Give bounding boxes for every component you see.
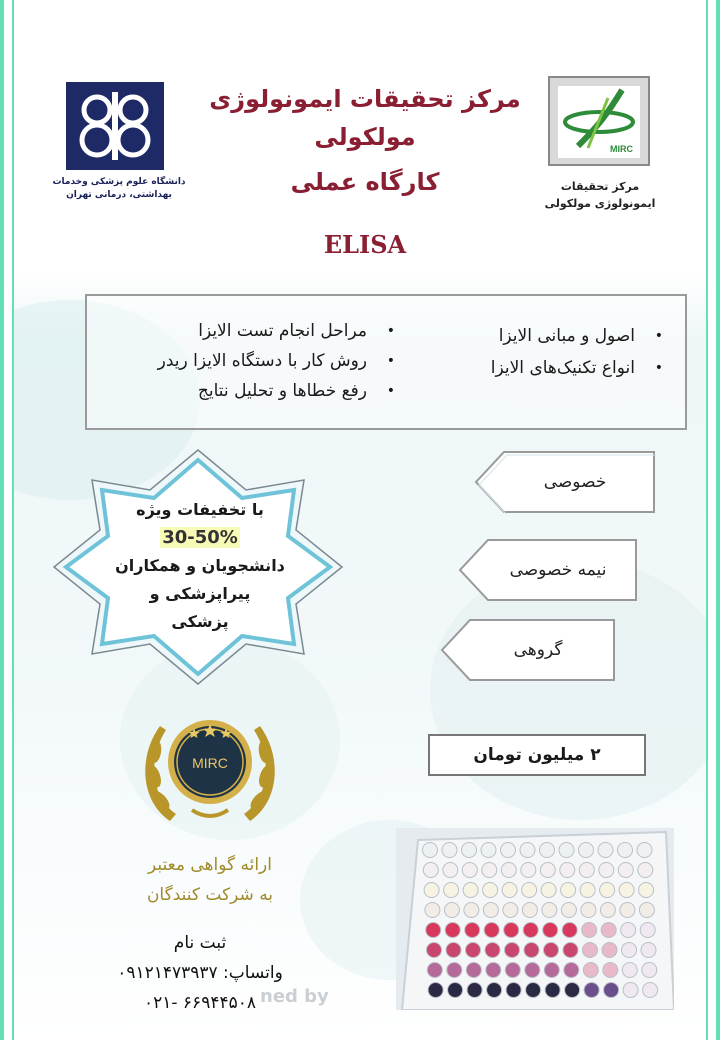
plate-well: [559, 843, 574, 858]
mirc-medal-icon: [130, 706, 290, 836]
plate-well: [467, 983, 482, 998]
plate-well: [580, 883, 595, 898]
plate-well: [602, 943, 617, 958]
plate-well: [466, 943, 481, 958]
plate-well: [443, 863, 458, 878]
whatsapp-number[interactable]: ۰۹۱۲۱۴۷۳۹۳۷: [117, 963, 218, 983]
discount-line-2: دانشجویان و همکاران: [115, 556, 285, 575]
plate-well: [487, 983, 502, 998]
plate-well: [524, 943, 539, 958]
plate-well: [484, 923, 499, 938]
plate-well: [483, 903, 498, 918]
plate-well: [424, 883, 439, 898]
plate-well: [641, 943, 656, 958]
plate-well: [565, 983, 580, 998]
plate-well: [638, 863, 653, 878]
plate-well: [618, 843, 633, 858]
plate-well: [444, 883, 459, 898]
plate-well: [639, 883, 654, 898]
plate-well: [544, 943, 559, 958]
plate-well: [621, 923, 636, 938]
topics-box: [85, 294, 687, 430]
plate-well: [447, 963, 462, 978]
plate-well: [561, 903, 576, 918]
discount-percent: 30-50%: [162, 527, 238, 548]
plate-well: [562, 923, 577, 938]
topic-item: • انواع تکنیک‌های الایزا: [393, 352, 663, 384]
plate-well: [639, 903, 654, 918]
plate-well: [501, 843, 516, 858]
bullet-icon: •: [654, 360, 663, 376]
mirc-emblem-text: MIRC: [610, 144, 633, 154]
plate-well: [426, 923, 441, 938]
watermark-text: ned by: [260, 986, 329, 1007]
plate-well: [520, 843, 535, 858]
plate-well: [563, 943, 578, 958]
workshop-subtitle: کارگاه عملی: [290, 168, 440, 196]
medal-label: MIRC: [192, 755, 228, 771]
plate-well: [623, 983, 638, 998]
plate-well: [545, 983, 560, 998]
plate-well: [601, 923, 616, 938]
plate-well: [466, 963, 481, 978]
plate-well: [622, 943, 637, 958]
plate-well: [425, 903, 440, 918]
plate-well: [564, 963, 579, 978]
plate-well: [620, 903, 635, 918]
plate-well: [642, 963, 657, 978]
right-border: [706, 0, 720, 1040]
plate-well: [464, 903, 479, 918]
plate-well: [503, 903, 518, 918]
discount-line-1: با تخفیفات ویژه: [136, 500, 264, 519]
certificate-line-2: به شرکت کنندگان: [146, 885, 274, 905]
plate-well: [599, 863, 614, 878]
plate-well: [423, 863, 438, 878]
center-title: مرکز تحقیقات ایمونولوژی مولکولی: [209, 85, 521, 151]
topic-item: • اصول و مبانی الایزا: [393, 320, 663, 352]
bullet-icon: •: [386, 383, 395, 399]
topics-left-column: [95, 316, 395, 406]
plate-well: [501, 863, 516, 878]
plate-well: [584, 983, 599, 998]
plate-well: [598, 843, 613, 858]
plate-well: [541, 883, 556, 898]
plate-well: [540, 863, 555, 878]
plate-well: [483, 883, 498, 898]
left-border: [0, 0, 14, 1040]
plate-well: [446, 943, 461, 958]
discount-line-4: پزشکی: [171, 612, 229, 631]
plate-well: [540, 843, 555, 858]
plate-well: [481, 843, 496, 858]
plate-well: [522, 883, 537, 898]
plate-well: [526, 983, 541, 998]
plate-well: [581, 903, 596, 918]
plate-well: [444, 903, 459, 918]
plate-well: [428, 983, 443, 998]
mirc-emblem-icon: [548, 76, 650, 166]
plate-well: [542, 903, 557, 918]
workshop-name: ELISA: [323, 230, 407, 259]
plate-well: [427, 963, 442, 978]
plate-well: [583, 943, 598, 958]
plate-well: [561, 883, 576, 898]
certificate-text: [100, 850, 320, 910]
plate-well: [525, 963, 540, 978]
whatsapp-line: [90, 958, 310, 988]
mirc-caption: مرکز تحقیقات ایمونولوژی مولکولی: [544, 180, 656, 210]
plate-well: [622, 963, 637, 978]
plate-well: [544, 963, 559, 978]
bullet-icon: •: [386, 323, 395, 339]
plate-well: [600, 903, 615, 918]
plate-well: [640, 923, 655, 938]
plate-well: [583, 963, 598, 978]
plate-well: [604, 983, 619, 998]
plate-well: [618, 863, 633, 878]
plate-well: [506, 983, 521, 998]
plate-well: [502, 883, 517, 898]
option-group: گروهی: [440, 618, 616, 682]
certificate-line-1: ارائه گواهی معتبر: [148, 855, 272, 875]
tums-emblem-icon: [66, 82, 164, 170]
plate-well: [486, 963, 501, 978]
topics-right-column: [393, 320, 663, 384]
elisa-plate-image: [396, 828, 674, 1010]
plate-well: [448, 983, 463, 998]
plate-well: [637, 843, 652, 858]
discount-text: [90, 496, 310, 636]
plate-well: [522, 903, 537, 918]
plate-well: [482, 863, 497, 878]
plate-well: [427, 943, 442, 958]
plate-well: [423, 843, 438, 858]
plate-well: [442, 843, 457, 858]
topic-item: • روش کار با دستگاه الایزا ریدر: [95, 346, 395, 376]
phone-number[interactable]: ۰۲۱- ۶۶۹۴۴۵۰۸: [144, 993, 256, 1013]
plate-well: [462, 843, 477, 858]
whatsapp-label: واتساپ:: [223, 963, 283, 983]
plate-well: [582, 923, 597, 938]
plate-well: [521, 863, 536, 878]
tums-caption: دانشگاه علوم پزشکی وخدمات بهداشتی، درمانی تهران: [52, 177, 186, 200]
plate-well: [643, 983, 658, 998]
bullet-icon: •: [386, 353, 395, 369]
plate-well: [579, 863, 594, 878]
price-box: ۲ میلیون تومان: [428, 734, 646, 776]
plate-well: [543, 923, 558, 938]
topic-item: • رفع خطاها و تحلیل نتایج: [95, 376, 395, 406]
register-label: ثبت نام: [173, 933, 227, 953]
plate-well: [505, 943, 520, 958]
plate-well: [504, 923, 519, 938]
plate-well: [603, 963, 618, 978]
plate-well: [505, 963, 520, 978]
plate-well: [465, 923, 480, 938]
plate-well: [560, 863, 575, 878]
discount-line-3: پیراپزشکی و: [149, 584, 251, 603]
plate-well: [579, 843, 594, 858]
plate-well: [600, 883, 615, 898]
bullet-icon: •: [654, 328, 663, 344]
topic-item: • مراحل انجام تست الایزا: [95, 316, 395, 346]
plate-well: [619, 883, 634, 898]
option-private: خصوصی: [474, 450, 656, 514]
option-semi-private: نیمه خصوصی: [458, 538, 638, 602]
plate-well: [523, 923, 538, 938]
plate-well: [462, 863, 477, 878]
plate-well: [485, 943, 500, 958]
plate-well: [463, 883, 478, 898]
plate-well: [445, 923, 460, 938]
